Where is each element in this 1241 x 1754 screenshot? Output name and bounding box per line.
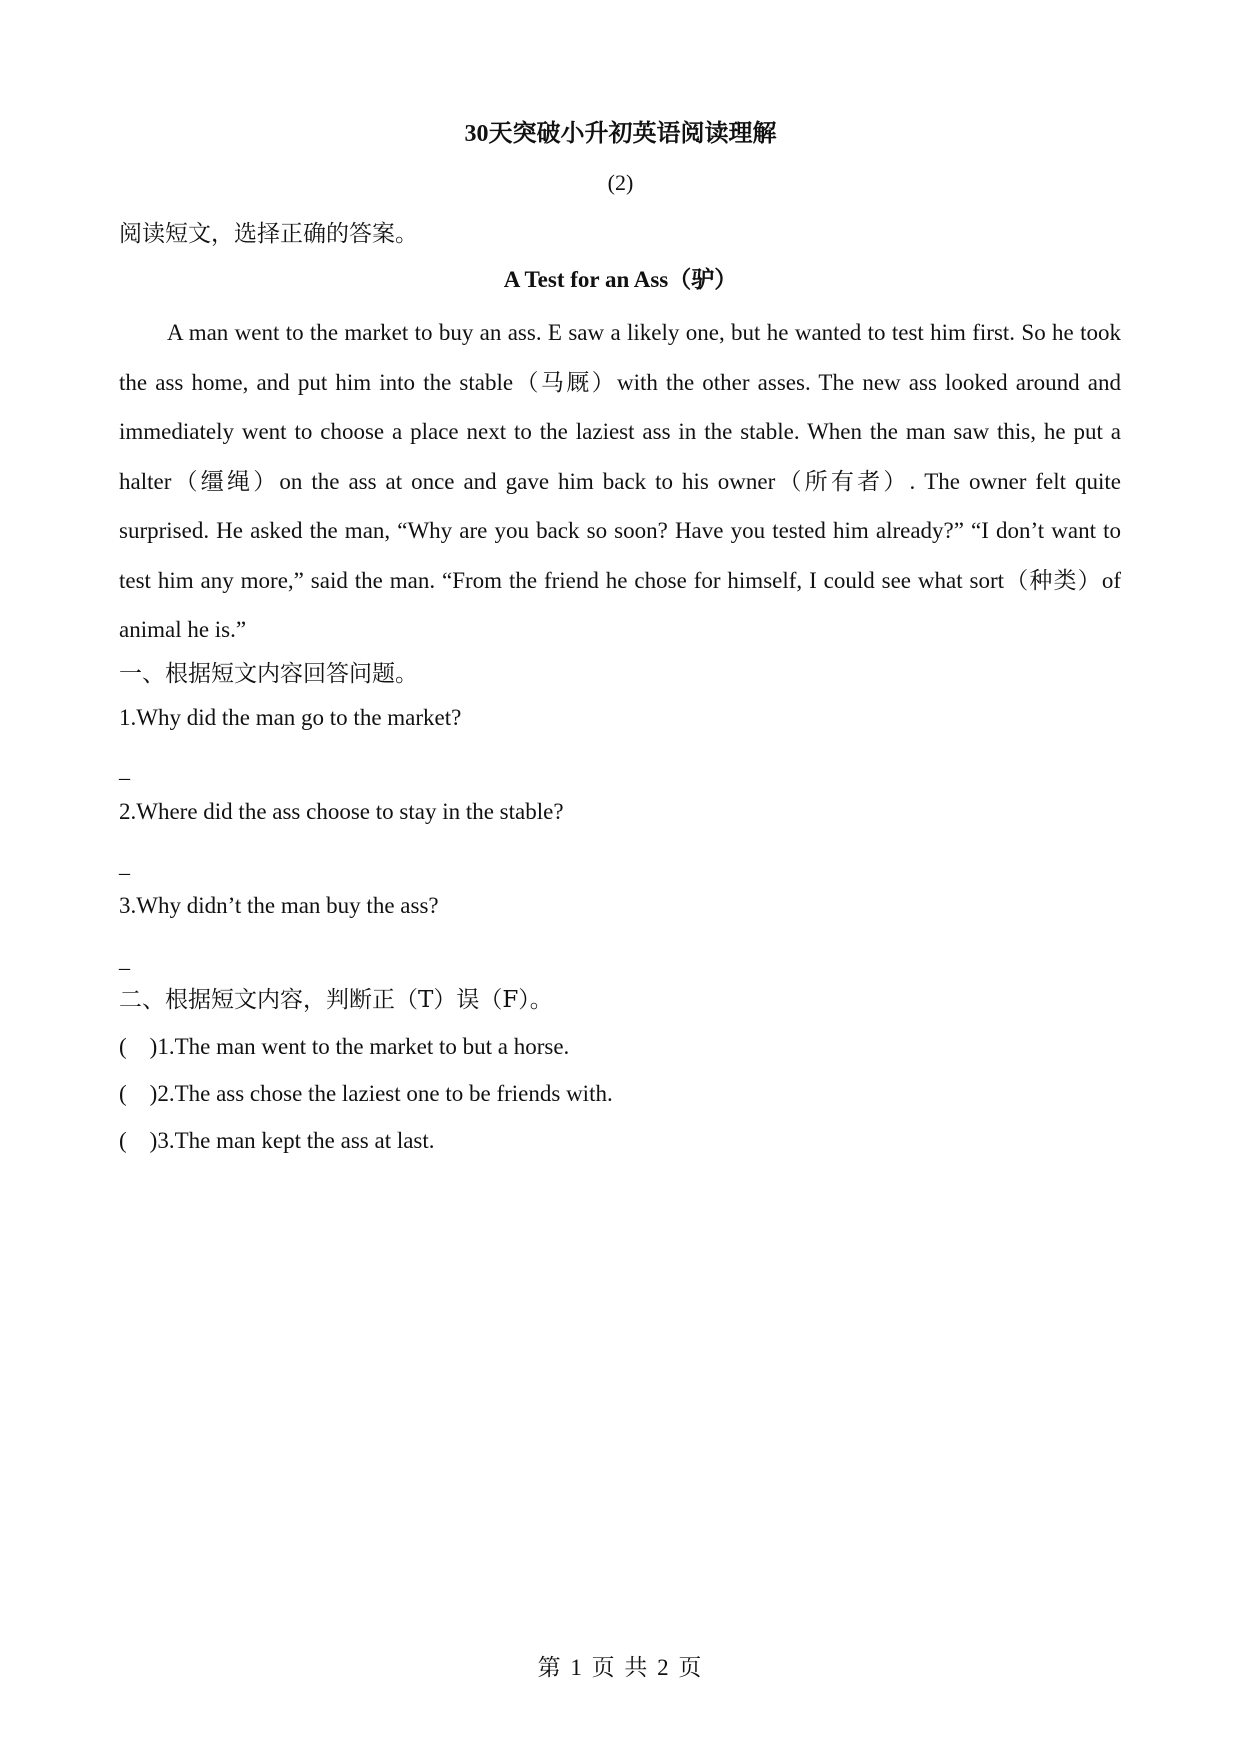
document-title: 30天突破小升初英语阅读理解 [464,121,777,147]
answer-blank-2: _ [119,852,130,877]
question-2: 2.Where did the ass choose to stay in the stable? [119,799,564,824]
section1-heading: 一、根据短文内容回答问题。 [119,661,418,687]
section2-heading: 二、根据短文内容，判断正（T）误（F）。 [119,987,553,1013]
judge-item-2: ( )2.The ass chose the laziest one to be friends with. [119,1081,613,1106]
question-3: 3.Why didn’t the man buy the ass? [119,893,439,918]
judge-item-3: ( )3.The man kept the ass at last. [119,1128,435,1153]
story-paragraph: A man went to the market to buy an ass. E saw a likely one, but he wanted to test him first. So he took the ass home, and put him into the stable（马厩）with the other asses. The new ass looked around and immediately went to choose a place next to the laziest ass in the stable. When the man saw this, he put a halter（缰绳）on the ass at once and gave him back to his owner（所有者）. The owner felt quite surprised. He asked the man, “Why are you back so soon? Have you tested him already?” “I don’t want to test him any more,” said the man. “From the friend he chose for himself, I could see what sort（种类）of animal he is.” [119,320,1121,642]
page-footer: 第 1 页 共 2 页 [537,1655,704,1680]
document-subtitle: (2) [607,170,634,195]
question-1: 1.Why did the man go to the market? [119,705,462,730]
judge-item-1: ( )1.The man went to the market to but a horse. [119,1034,570,1059]
answer-blank-3: _ [119,947,130,972]
instruction-text: 阅读短文，选择正确的答案。 [119,221,418,247]
story-title: A Test for an Ass（驴） [503,267,738,292]
answer-blank-1: _ [119,757,130,782]
